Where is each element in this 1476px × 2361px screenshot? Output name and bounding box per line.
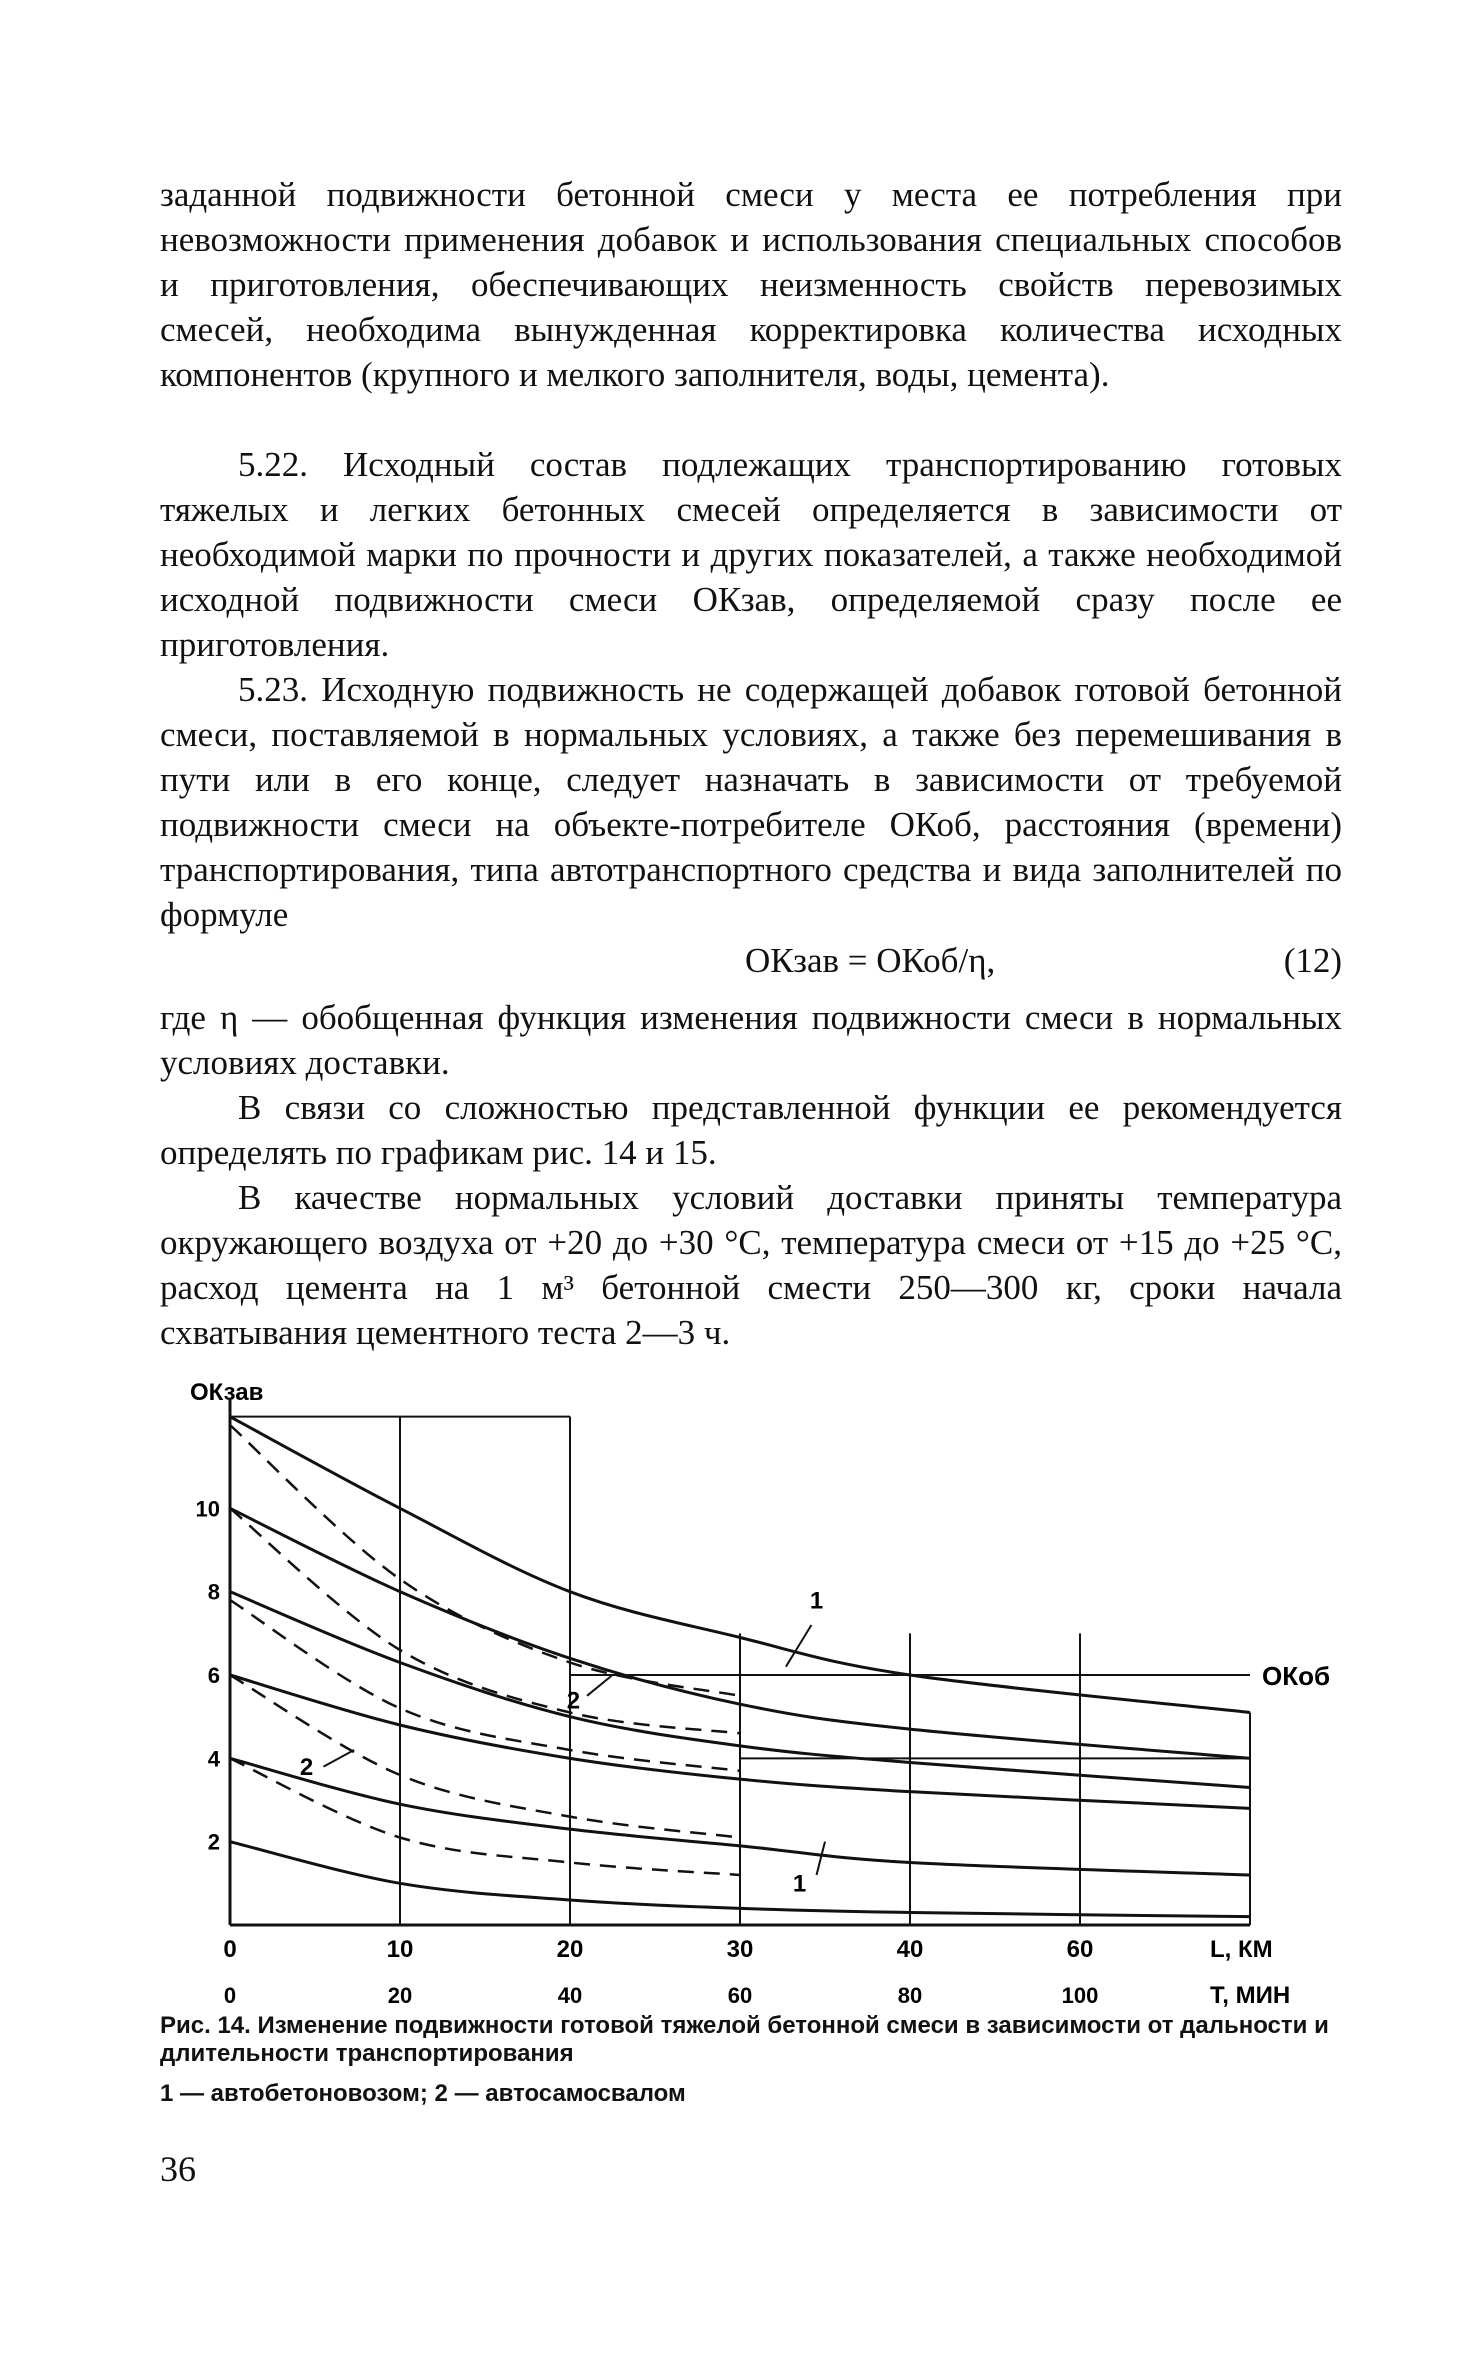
- curve-number-label: 1: [809, 1587, 824, 1615]
- x-axis-label-distance: L, КМ: [1210, 1936, 1273, 1963]
- x-tick-label-time: 0: [223, 1983, 237, 2008]
- y-tick-label: 2: [207, 1829, 220, 1855]
- figure-legend: 1 — автобетоновозом; 2 — автосамосвалом: [160, 2080, 686, 2107]
- curve-number-label: 2: [566, 1687, 581, 1715]
- y-tick-label: 10: [195, 1496, 220, 1522]
- paragraph-normal-conditions: В качестве нормальных условий доставки приняты температура окружающего воздуха от +20 до +30 °С, температура смеси от +15 до +25 °С, расход цемента на 1 м³ бетонной смести 250—300 кг, сроки начала схватывания цементного теста 2—3 ч.: [160, 1178, 1342, 1352]
- figure-caption: Рис. 14. Изменение подвижности готовой тяжелой бетонной смеси в зависимости от дальности и длительности транспортирования: [160, 2012, 1329, 2067]
- paragraph-continuation: заданной подвижности бетонной смеси у места ее потребления при невозможности применения добавок и использования специальных способов и приготовления, обеспечивающих неизменность свойств перевозимых смесей, необходима вынужденная корректировка количества исходных компонентов (крупного и мелкого заполнителя, воды, цемента).: [160, 175, 1342, 394]
- x-tick-label-distance: 60: [1066, 1936, 1094, 1963]
- y-tick-label: 4: [207, 1746, 220, 1772]
- y-tick-label: 6: [207, 1663, 220, 1688]
- curve-label-leader: [817, 1842, 826, 1875]
- figure-14-chart: [150, 1380, 1370, 2020]
- x-tick-label-time: 20: [387, 1983, 413, 2008]
- paragraph-eta-definition: где η — обобщенная функция изменения подвижности смеси в нормальных условиях доставки.: [160, 998, 1342, 1082]
- x-tick-label-time: 100: [1061, 1983, 1099, 2008]
- x-axis-label-time: Т, МИН: [1210, 1982, 1291, 2009]
- paragraph-5-22: 5.22. Исходный состав подлежащих транспортированию готовых тяжелых и легких бетонных смесей определяется в зависимости от необходимой марки по прочности и других показателей, а также необходимой исходной подвижности смеси ОКзав, определяемой сразу после ее приготовления.: [160, 445, 1342, 664]
- x-tick-label-distance: 30: [726, 1936, 754, 1963]
- curve-label-leader: [786, 1625, 812, 1667]
- y-tick-label: 8: [207, 1579, 220, 1605]
- series-2-curve: [230, 1425, 740, 1696]
- y-axis-label: ОКзав: [190, 1380, 264, 1406]
- paragraph-5-23: 5.23. Исходную подвижность не содержащей добавок готовой бетонной смеси, поставляемой в нормальных условиях, а также без перемешивания в пути или в его конце, следует назначать в зависимости от требуемой подвижности смеси на объекте-потребителе ОКоб, расстояния (времени) транспортирования, типа автотранспортного средства и вида заполнителей по формуле: [160, 670, 1342, 934]
- right-axis-label: ОКоб: [1262, 1661, 1331, 1691]
- x-tick-label-time: 80: [897, 1983, 923, 2008]
- paragraph-graph-reference: В связи со сложностью представленной функции ее рекомендуется определять по графикам рис. 14 и 15.: [160, 1088, 1342, 1172]
- curve-number-label: 2: [299, 1754, 314, 1781]
- x-tick-label-distance: 20: [556, 1936, 584, 1963]
- x-tick-label-distance: 10: [386, 1936, 414, 1963]
- formula-expression: ОКзав = ОКоб/η,: [745, 941, 996, 980]
- x-tick-label-time: 60: [727, 1983, 753, 2008]
- page-number: 36: [160, 2149, 196, 2189]
- x-tick-label-time: 40: [557, 1983, 583, 2008]
- formula-12: [160, 938, 1342, 983]
- curve-label-leader: [324, 1750, 355, 1767]
- x-tick-label-distance: 0: [223, 1936, 237, 1963]
- curve-label-leader: [587, 1675, 613, 1696]
- x-tick-label-distance: 40: [896, 1936, 924, 1963]
- curve-number-label: 1: [792, 1870, 807, 1898]
- formula-number: (12): [1283, 941, 1342, 980]
